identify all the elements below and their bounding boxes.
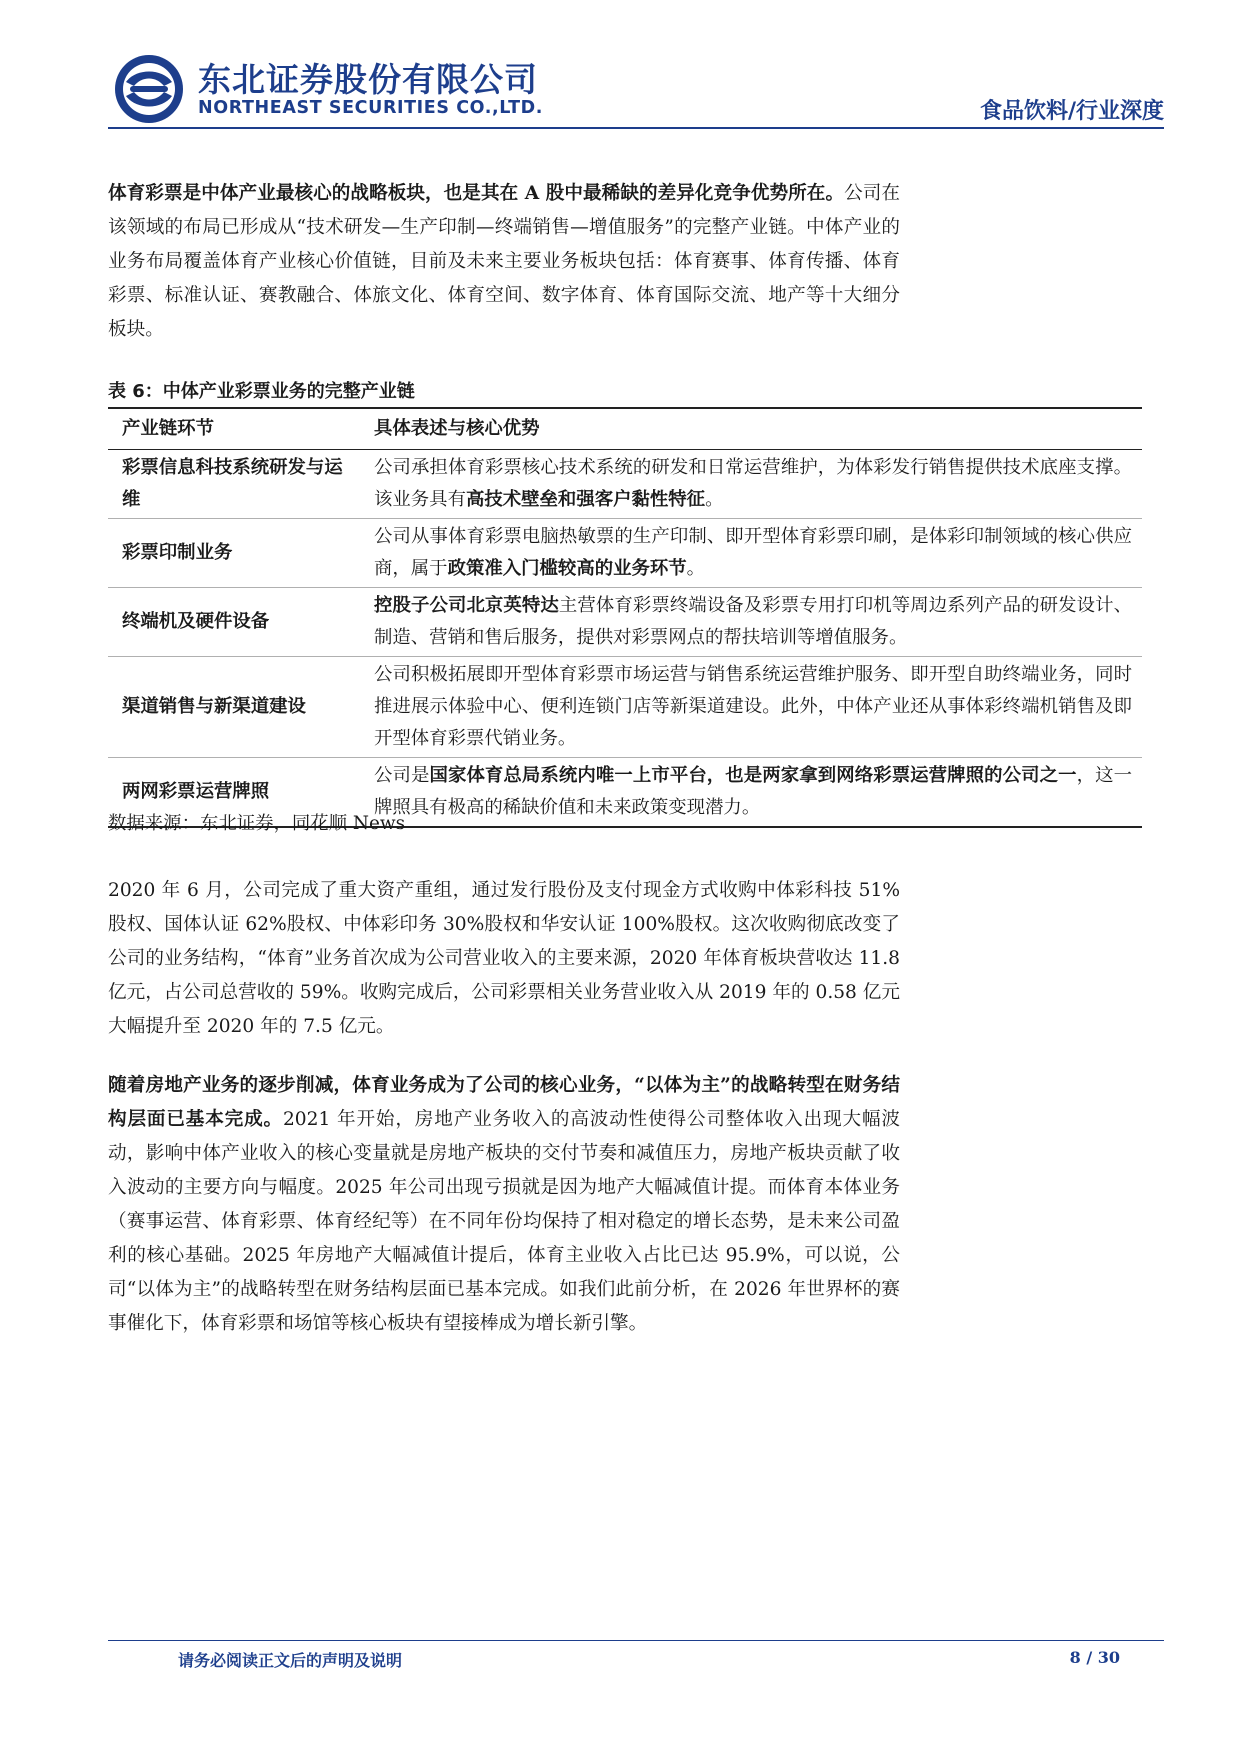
paragraph-strategy-transition (108, 1069, 900, 1341)
table-row (108, 657, 1142, 758)
row-segment: 彩票信息科技系统研发与运维 (122, 457, 343, 510)
desc-text: 公司承担体育彩票核心技术系统的研发和日常运营维护，为体彩发行销售提供技术底座支撑。该业务具有 (374, 457, 1132, 510)
desc-text: 。 (686, 558, 706, 579)
table-header-row (108, 408, 1142, 450)
col-header-desc: 具体表述与核心优势 (364, 408, 1142, 450)
para1-body: 公司在该领域的布局已形成从“技术研发—生产印制—终端销售—增值服务”的完整产业链。中体产业的业务布局覆盖体育产业核心价值链，目前及未来主要业务板块包括：体育赛事、体育传播、体育彩票、标准认证、赛教融合、体旅文化、体育空间、数字体育、体育国际交流、地产等十大细分板块。 (108, 183, 900, 340)
desc-text: 公司从事体育彩票电脑热敏票的生产印制、即开型体育彩票印刷，是体彩印制领域的核心供应商，属于 (374, 526, 1132, 579)
row-segment: 终端机及硬件设备 (108, 588, 364, 657)
footer-divider (108, 1640, 1164, 1641)
row-description (364, 588, 1142, 657)
table-title: 表 6：中体产业彩票业务的完整产业链 (108, 381, 415, 402)
page-number: 8 / 30 (1069, 1648, 1120, 1667)
table-row (108, 450, 1142, 519)
company-logo-icon (112, 52, 186, 126)
company-name-en: NORTHEAST SECURITIES CO.,LTD. (198, 98, 544, 118)
footer-disclaimer: 请务必阅读正文后的声明及说明 (178, 1651, 403, 1670)
report-category: 食品饮料/行业深度 (979, 99, 1164, 124)
row-description (364, 657, 1142, 758)
para3-body: 2021 年开始，房地产业务收入的高波动性使得公司整体收入出现大幅波动，影响中体产业收入的核心变量就是房地产板块的交付节奏和减值压力，房地产板块贡献了收入波动的主要方向与幅度。2025 年公司出现亏损就是因为地产大幅减值计提。而体育本体业务（赛事运营、体育彩票、体育经纪等）在不同年份均保持了相对稳定的增长态势，是未来公司盈利的核心基础。2025 年房地产大幅减值计提后，体育主业收入占比已达 95.9%，可以说，公司“以体为主”的战略转型在财务结构层面已基本完成。如我们此前分析，在 2026 年世界杯的赛事催化下，体育彩票和场馆等核心板块有望接棒成为增长新引擎。 (108, 1109, 900, 1334)
desc-text: 公司是 (374, 765, 430, 786)
row-description (364, 450, 1142, 519)
desc-highlight: 国家体育总局系统内唯一上市平台，也是两家拿到网络彩票运营牌照的公司之一 (429, 765, 1077, 786)
row-segment: 渠道销售与新渠道建设 (108, 657, 364, 758)
desc-highlight: 高技术壁垒和强客户黏性特征 (465, 489, 706, 510)
paragraph-lottery-core (108, 177, 900, 347)
desc-text: 。 (705, 489, 724, 510)
para1-lead: 体育彩票是中体产业最核心的战略板块，也是其在 A 股中最稀缺的差异化竞争优势所在。 (108, 183, 845, 204)
row-description (364, 758, 1142, 828)
col-header-segment: 产业链环节 (108, 408, 364, 450)
desc-text: 主营体育彩票终端设备及彩票专用打印机等周边系列产品的研发设计、制造、营销和售后服务，提供对彩票网点的帮扶培训等增值服务。 (374, 595, 1132, 648)
table-row (108, 519, 1142, 588)
desc-highlight: 控股子公司北京英特达 (374, 595, 559, 616)
desc-text: 公司积极拓展即开型体育彩票市场运营与销售系统运营维护服务、即开型自助终端业务，同时推进展示体验中心、便利连锁门店等新渠道建设。此外，中体产业还从事体彩终端机销售及即开型体育彩票代销业务。 (374, 664, 1132, 749)
page-header (0, 0, 1240, 135)
para2-body: 2020 年 6 月，公司完成了重大资产重组，通过发行股份及支付现金方式收购中体彩科技 51%股权、国体认证 62%股权、中体彩印务 30%股权和华安认证 100%股权。这次收购彻底改变了公司的业务结构，“体育”业务首次成为公司营业收入的主要来源，2020 年体育板块营收达 11.8 亿元，占公司总营收的 59%。收购完成后，公司彩票相关业务营业收入从 2019 年的 0.58 亿元大幅提升至 2020 年的 7.5 亿元。 (108, 880, 900, 1037)
industry-chain-table (108, 407, 1142, 828)
para3-lead: 随着房地产业务的逐步削减，体育业务成为了公司的核心业务，“以体为主”的战略转型在财务结构层面已基本完成。 (108, 1075, 900, 1130)
row-description (364, 519, 1142, 588)
paragraph-restructuring (108, 874, 900, 1044)
data-source-note: 数据来源：东北证券，同花顺 News (108, 813, 406, 834)
desc-highlight: 政策准入门槛较高的业务环节 (447, 558, 687, 579)
desc-text: ，这一牌照具有极高的稀缺价值和未来政策变现潜力。 (374, 765, 1132, 818)
company-name-cn: 东北证券股份有限公司 (198, 60, 538, 99)
row-segment: 两网彩票运营牌照 (108, 758, 364, 828)
row-segment: 彩票印制业务 (108, 519, 364, 588)
header-divider (108, 127, 1164, 129)
table-row (108, 588, 1142, 657)
